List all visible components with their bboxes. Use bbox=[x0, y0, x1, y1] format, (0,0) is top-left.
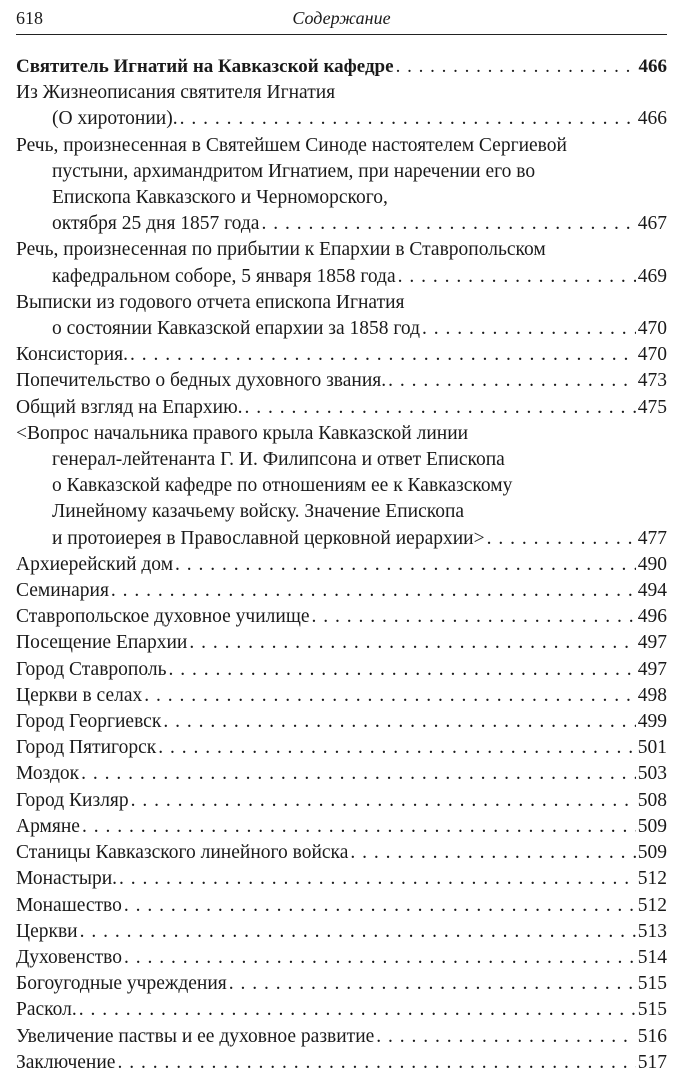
page-number: 618 bbox=[16, 8, 43, 28]
toc-entry-title: о Кавказской кафедре по отношениям ее к Кавказскому bbox=[52, 475, 513, 497]
toc-entry-title: Город Ставрополь bbox=[16, 658, 167, 680]
toc-entry bbox=[16, 237, 667, 289]
dot-leader bbox=[168, 657, 635, 683]
toc-page-number: 513 bbox=[637, 920, 667, 942]
toc-entry-line bbox=[16, 578, 667, 604]
toc-entry-title: Станицы Кавказского линейного войска bbox=[16, 842, 349, 864]
toc-entry-line bbox=[16, 290, 667, 316]
toc-entry-line bbox=[16, 159, 667, 185]
toc-entry bbox=[16, 80, 667, 132]
toc-entry-title: Из Жизнеописания святителя Игнатия bbox=[16, 82, 336, 104]
toc-entry-line bbox=[16, 54, 667, 80]
dot-leader bbox=[117, 1050, 635, 1076]
toc-entry bbox=[16, 945, 667, 971]
toc-entry-title: (О хиротонии). bbox=[52, 108, 178, 130]
toc-entry-line bbox=[16, 499, 667, 525]
toc-entry bbox=[16, 840, 667, 866]
dot-leader bbox=[130, 342, 636, 368]
toc-entry-title: Посещение Епархии bbox=[16, 632, 188, 654]
toc-entry-title: Консистория. bbox=[16, 344, 129, 366]
toc-page-number: 517 bbox=[637, 1051, 667, 1073]
dot-leader bbox=[398, 264, 636, 290]
toc-entry-title: Город Кизляр bbox=[16, 789, 129, 811]
toc-entry-line bbox=[16, 657, 667, 683]
toc-entry bbox=[16, 761, 667, 787]
toc-entry-title: Заключение bbox=[16, 1051, 116, 1073]
toc-entry bbox=[16, 657, 667, 683]
toc-entry-title: октября 25 дня 1857 года bbox=[52, 213, 260, 235]
dot-leader bbox=[180, 106, 636, 132]
toc-entry-line bbox=[16, 1050, 667, 1076]
toc-entry-line bbox=[16, 211, 667, 237]
toc-entry-line bbox=[16, 316, 667, 342]
toc-entry bbox=[16, 814, 667, 840]
dot-leader bbox=[144, 683, 636, 709]
dot-leader bbox=[396, 54, 637, 80]
dot-leader bbox=[388, 368, 636, 394]
toc-page-number: 496 bbox=[637, 606, 667, 628]
toc-page-number: 512 bbox=[637, 894, 667, 916]
toc-entry-title: Монашество bbox=[16, 894, 122, 916]
toc-entry-line bbox=[16, 919, 667, 945]
dot-leader bbox=[158, 735, 636, 761]
toc-page-number: 466 bbox=[637, 108, 667, 130]
toc-entry-line bbox=[16, 473, 667, 499]
toc-entry bbox=[16, 1050, 667, 1076]
toc-entry-line bbox=[16, 997, 667, 1023]
toc-entry-line bbox=[16, 421, 667, 447]
toc-entry bbox=[16, 1024, 667, 1050]
toc-entry-title: пустыни, архимандритом Игнатием, при наречении его во bbox=[52, 160, 536, 182]
toc-page-number: 466 bbox=[638, 56, 667, 77]
toc-entry-line bbox=[16, 945, 667, 971]
dot-leader bbox=[261, 211, 635, 237]
toc-page-number: 475 bbox=[637, 396, 667, 418]
toc-entry-line bbox=[16, 761, 667, 787]
toc-entry-title: Линейному казачьему войску. Значение Епископа bbox=[52, 501, 465, 523]
toc-entry bbox=[16, 971, 667, 997]
dot-leader bbox=[124, 945, 636, 971]
dot-leader bbox=[82, 814, 636, 840]
toc-page-number: 494 bbox=[637, 580, 667, 602]
toc-entry-line bbox=[16, 1024, 667, 1050]
toc-entry-line bbox=[16, 106, 667, 132]
toc-entry-title: кафедральном соборе, 5 января 1858 года bbox=[52, 265, 396, 287]
toc-entry bbox=[16, 709, 667, 735]
toc-entry-line bbox=[16, 342, 667, 368]
dot-leader bbox=[124, 893, 636, 919]
dot-leader bbox=[79, 997, 636, 1023]
toc-entry-line bbox=[16, 604, 667, 630]
toc-entry bbox=[16, 604, 667, 630]
dot-leader bbox=[163, 709, 635, 735]
toc-entry bbox=[16, 919, 667, 945]
toc-page-number: 509 bbox=[637, 842, 667, 864]
toc-entry bbox=[16, 630, 667, 656]
toc-page-number: 473 bbox=[637, 370, 667, 392]
toc-entry bbox=[16, 735, 667, 761]
toc-entry-title: <Вопрос начальника правого крыла Кавказской линии bbox=[16, 422, 469, 444]
dot-leader bbox=[131, 788, 636, 814]
toc-entry-line bbox=[16, 630, 667, 656]
toc-entry bbox=[16, 866, 667, 892]
toc-entry bbox=[16, 893, 667, 919]
toc-entry-line bbox=[16, 788, 667, 814]
toc-entry-title: Церкви в селах bbox=[16, 684, 143, 706]
toc-page-number: 509 bbox=[637, 815, 667, 837]
toc-entry-title: и протоиерея в Православной церковной иерархии> bbox=[52, 527, 485, 549]
toc-entry-title: Общий взгляд на Епархию. bbox=[16, 396, 243, 418]
toc-page-number: 516 bbox=[637, 1025, 667, 1047]
toc-entry bbox=[16, 133, 667, 238]
toc-entry-line bbox=[16, 840, 667, 866]
toc-entry bbox=[16, 997, 667, 1023]
toc-entry-title: Город Георгиевск bbox=[16, 711, 162, 733]
toc-page-number: 498 bbox=[637, 684, 667, 706]
toc-page-number: 503 bbox=[637, 763, 667, 785]
toc-entry-line bbox=[16, 683, 667, 709]
toc-page-number: 477 bbox=[637, 527, 667, 549]
toc-entry-title: Раскол. bbox=[16, 999, 77, 1021]
toc-entry-title: Речь, произнесенная в Святейшем Синоде настоятелем Сергиевой bbox=[16, 134, 567, 156]
dot-leader bbox=[312, 604, 636, 630]
toc-entry-line bbox=[16, 814, 667, 840]
dot-leader bbox=[81, 761, 636, 787]
toc-entry-title: Моздок bbox=[16, 763, 80, 785]
toc-entry-line bbox=[16, 368, 667, 394]
toc-entry-line bbox=[16, 447, 667, 473]
toc-entry-title: Епископа Кавказского и Черноморского, bbox=[52, 187, 388, 209]
toc-page-number: 469 bbox=[637, 265, 667, 287]
toc-entry-line bbox=[16, 237, 667, 263]
toc-page-number: 497 bbox=[637, 632, 667, 654]
dot-leader bbox=[119, 866, 636, 892]
toc-page-number: 490 bbox=[637, 553, 667, 575]
toc-page-number: 470 bbox=[637, 318, 667, 340]
toc-entry-title: Ставропольское духовное училище bbox=[16, 606, 310, 628]
toc-entry-title: Церкви bbox=[16, 920, 78, 942]
toc-entry-title: Армяне bbox=[16, 815, 80, 837]
toc-entry-title: о состоянии Кавказской епархии за 1858 год bbox=[52, 318, 421, 340]
toc-entry bbox=[16, 552, 667, 578]
toc-page-number: 514 bbox=[637, 946, 667, 968]
toc-entry-line bbox=[16, 264, 667, 290]
toc-entry-line bbox=[16, 133, 667, 159]
toc-page-number: 501 bbox=[637, 737, 667, 759]
dot-leader bbox=[80, 919, 636, 945]
toc-entry-line bbox=[16, 526, 667, 552]
toc-entry-line bbox=[16, 395, 667, 421]
toc-entry-title: Богоугодные учреждения bbox=[16, 973, 227, 995]
dot-leader bbox=[422, 316, 636, 342]
toc-entry bbox=[16, 578, 667, 604]
toc-entry-line bbox=[16, 866, 667, 892]
toc-entry-line bbox=[16, 185, 667, 211]
toc-entry-title: Архиерейский дом bbox=[16, 553, 174, 575]
toc-entry-line bbox=[16, 971, 667, 997]
toc-entry-title: Выписки из годового отчета епископа Игнатия bbox=[16, 291, 405, 313]
toc-entry-line bbox=[16, 552, 667, 578]
dot-leader bbox=[175, 552, 636, 578]
toc-page-number: 470 bbox=[637, 344, 667, 366]
toc-entry-title: Увеличение паствы и ее духовное развитие bbox=[16, 1025, 375, 1047]
toc-page-number: 467 bbox=[637, 213, 667, 235]
toc-page-number: 497 bbox=[637, 658, 667, 680]
toc-page-number: 515 bbox=[637, 973, 667, 995]
running-title: Содержание bbox=[292, 8, 391, 28]
dot-leader bbox=[229, 971, 636, 997]
toc-entry-line bbox=[16, 893, 667, 919]
toc-page-number: 499 bbox=[637, 711, 667, 733]
toc-entry-line bbox=[16, 80, 667, 106]
toc-page-number: 508 bbox=[637, 789, 667, 811]
toc-entry-title: Город Пятигорск bbox=[16, 737, 157, 759]
dot-leader bbox=[245, 395, 636, 421]
toc-entry-title: Семинария bbox=[16, 580, 109, 602]
toc-entry bbox=[16, 342, 667, 368]
dot-leader bbox=[487, 526, 636, 552]
toc-entry-title: Духовенство bbox=[16, 946, 122, 968]
toc-entry-title: Святитель Игнатий на Кавказской кафедре bbox=[16, 56, 394, 77]
toc-entry bbox=[16, 54, 667, 80]
dot-leader bbox=[376, 1024, 635, 1050]
toc-entry bbox=[16, 395, 667, 421]
toc-entry-title: Попечительство о бедных духовного звания. bbox=[16, 370, 387, 392]
toc-page-number: 515 bbox=[637, 999, 667, 1021]
dot-leader bbox=[350, 840, 635, 866]
page-header bbox=[16, 6, 667, 35]
toc-entry bbox=[16, 788, 667, 814]
toc-entry-title: Речь, произнесенная по прибытии к Епархии в Ставропольском bbox=[16, 239, 546, 261]
dot-leader bbox=[189, 630, 635, 656]
toc-entry-title: Монастыри. bbox=[16, 868, 118, 890]
toc-entry-line bbox=[16, 735, 667, 761]
toc-entry-line bbox=[16, 709, 667, 735]
toc-entry bbox=[16, 290, 667, 342]
dot-leader bbox=[111, 578, 636, 604]
toc-entry bbox=[16, 368, 667, 394]
toc-entry-title: генерал-лейтенанта Г. И. Филипсона и ответ Епископа bbox=[52, 449, 505, 471]
toc-entry bbox=[16, 421, 667, 552]
table-of-contents bbox=[16, 54, 667, 1076]
toc-page-number: 512 bbox=[637, 868, 667, 890]
toc-entry bbox=[16, 683, 667, 709]
